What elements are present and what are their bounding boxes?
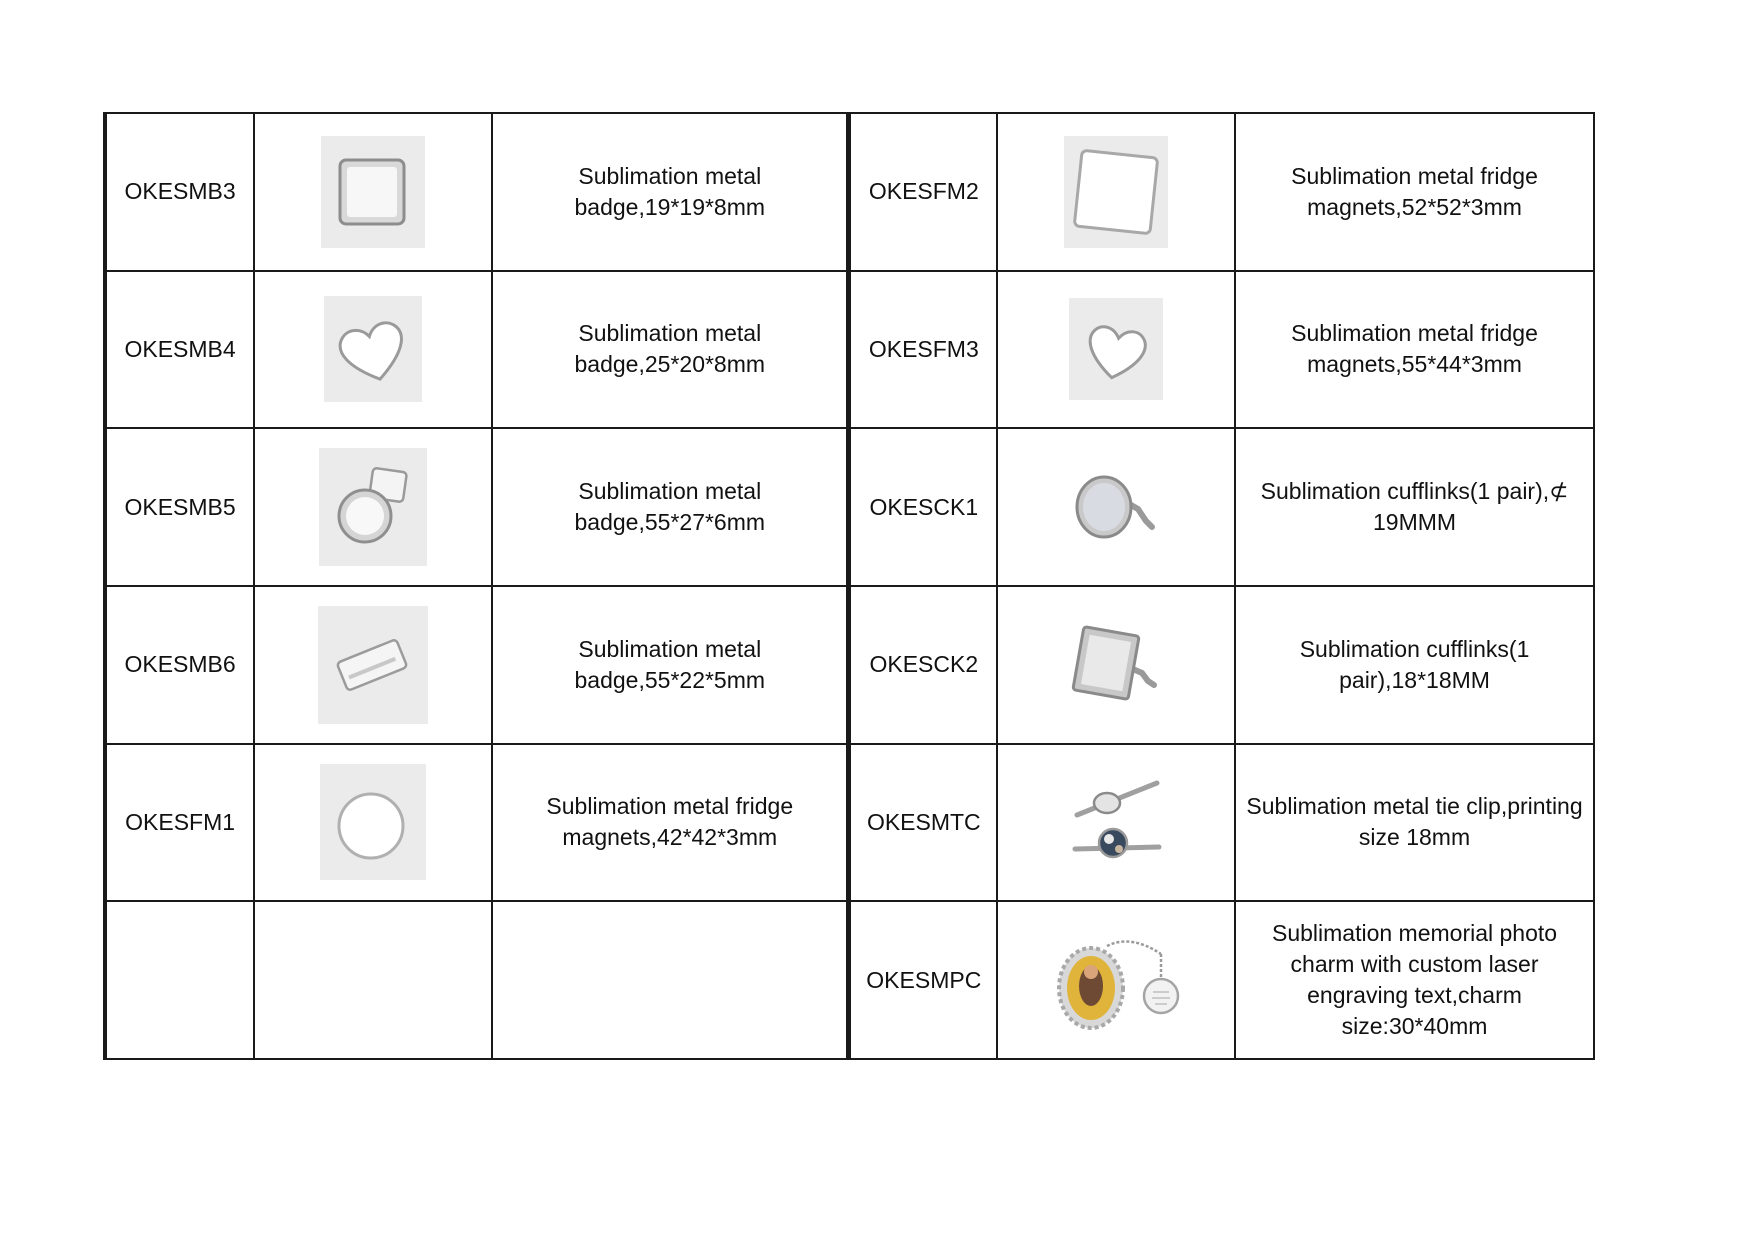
product-description-cell: Sublimation cufflinks(1 pair),⊄ 19MMM xyxy=(1235,428,1594,586)
table-row xyxy=(105,744,1594,902)
product-code-cell xyxy=(105,901,254,1059)
product-description-cell: Sublimation metal fridge magnets,42*42*3mm xyxy=(492,744,849,902)
product-description-cell: Sublimation metal fridge magnets,52*52*3mm xyxy=(1235,113,1594,271)
product-description-cell: Sublimation metal badge,19*19*8mm xyxy=(492,113,849,271)
product-code-cell: OKESMB4 xyxy=(105,271,254,429)
product-description-cell xyxy=(492,901,849,1059)
product-image-cell xyxy=(254,586,492,744)
product-image-cell xyxy=(997,744,1235,902)
product-image-cell xyxy=(254,428,492,586)
product-code-cell: OKESFM2 xyxy=(849,113,997,271)
product-table-sheet xyxy=(103,112,1595,1060)
product-code-cell: OKESMB3 xyxy=(105,113,254,271)
product-description-cell: Sublimation metal badge,55*27*6mm xyxy=(492,428,849,586)
square-metal-badge-image xyxy=(321,136,425,248)
tie-clip-image xyxy=(1063,769,1169,875)
heart-metal-badge-image xyxy=(324,296,422,402)
table-row xyxy=(105,428,1594,586)
product-description-cell: Sublimation metal badge,55*22*5mm xyxy=(492,586,849,744)
square-cufflink-image xyxy=(1066,615,1166,715)
product-image-cell xyxy=(254,113,492,271)
product-image-cell xyxy=(997,901,1235,1059)
product-description-cell: Sublimation cufflinks(1 pair),18*18MM xyxy=(1235,586,1594,744)
product-image-cell xyxy=(997,428,1235,586)
product-image-cell xyxy=(254,901,492,1059)
product-image-cell xyxy=(254,271,492,429)
product-image-cell xyxy=(254,744,492,902)
product-description-cell: Sublimation metal tie clip,printing size 18mm xyxy=(1235,744,1594,902)
product-code-cell: OKESMB5 xyxy=(105,428,254,586)
product-image-cell xyxy=(997,271,1235,429)
product-description-cell: Sublimation metal fridge magnets,55*44*3mm xyxy=(1235,271,1594,429)
product-code-cell: OKESMB6 xyxy=(105,586,254,744)
rectangle-clip-badge-image xyxy=(318,606,428,724)
table-row xyxy=(105,586,1594,744)
product-table xyxy=(103,112,1595,1060)
table-row xyxy=(105,271,1594,429)
product-code-cell: OKESCK2 xyxy=(849,586,997,744)
round-cufflink-image xyxy=(1066,457,1166,557)
product-description-cell: Sublimation memorial photo charm with custom laser engraving text,charm size:30*40mm xyxy=(1235,901,1594,1059)
table-row xyxy=(105,901,1594,1059)
memorial-photo-charm-image xyxy=(1051,924,1181,1036)
product-code-cell: OKESFM3 xyxy=(849,271,997,429)
product-code-cell: OKESCK1 xyxy=(849,428,997,586)
product-code-cell: OKESMTC xyxy=(849,744,997,902)
product-description-cell: Sublimation metal badge,25*20*8mm xyxy=(492,271,849,429)
heart-fridge-magnet-image xyxy=(1069,298,1163,400)
round-fridge-magnet-image xyxy=(320,764,426,880)
product-code-cell: OKESFM1 xyxy=(105,744,254,902)
product-image-cell xyxy=(997,113,1235,271)
product-code-cell: OKESMPC xyxy=(849,901,997,1059)
product-image-cell xyxy=(997,586,1235,744)
table-row xyxy=(105,113,1594,271)
round-clip-badge-image xyxy=(319,448,427,566)
square-fridge-magnet-image xyxy=(1064,136,1168,248)
